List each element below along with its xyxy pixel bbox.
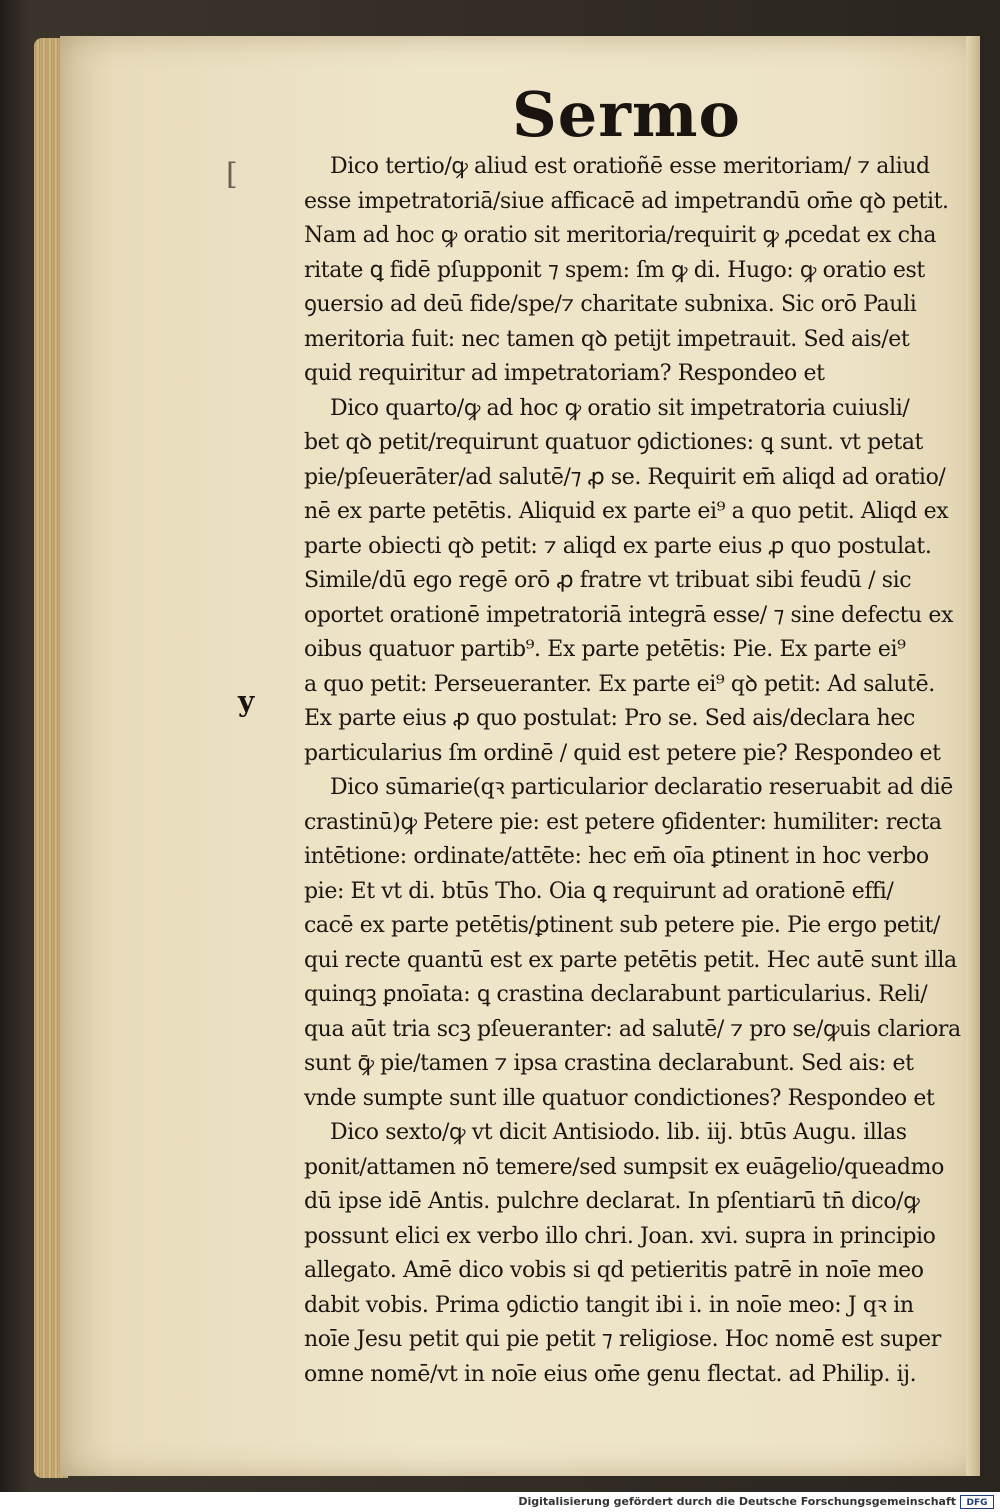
footer-bar <box>0 1492 1000 1512</box>
text-line: pie/pſeuerāter/ad salutē/⁊ ꝓ se. Requirit em̄ aliqd ad oratio/ <box>304 464 946 490</box>
text-line: ritate ꝗ fidē pſupponit ⁊ spem: ſm ꝙ di. Hugo: ꝙ oratio est <box>304 257 925 283</box>
text-line: allegato. Amē dico vobis si qd petieritis patrē in noīe meo <box>304 1258 924 1283</box>
text-line: parte obiecti qꝺ petit: ⁊ aliqd ex parte eius ꝓ quo postulat. <box>304 533 932 559</box>
footer-credit: Digitalisierung gefördert durch die Deutsche Forschungsgemeinschaft <box>518 1495 956 1508</box>
text-line: omne nomē/vt in noīe eius om̄e genu flectat. ad Philip. ij. <box>304 1361 917 1387</box>
text-line: dū ipse idē Antis. pulchre declarat. In pſentiarū tn̄ dico/ꝙ <box>304 1189 920 1214</box>
text-line: sunt ꝙ̄ pie/tamen ⁊ ipsa crastina declarabunt. Sed ais: et <box>304 1051 914 1076</box>
text-line: crastinū)ꝙ Petere pie: est petere ꝯfidenter: humiliter: recta <box>304 809 942 835</box>
text-line: Simile/dū ego regē orō ꝓ fratre vt tribuat sibi feudū / sic <box>304 568 912 593</box>
text-line: particularius ſm ordinē / quid est petere pie? Respondeo et <box>304 740 941 766</box>
text-line: dabit vobis. Prima ꝯdictio tangit ibi i. in noīe meo: J qꝛ in <box>304 1292 914 1318</box>
text-line: ꝯuersio ad deū fide/spe/⁊ charitate subnixa. Sic orō Pauli <box>304 292 917 317</box>
margin-note: y <box>238 685 255 718</box>
text-line: Ex parte eius ꝓ quo postulat: Pro se. Sed ais/declara hec <box>304 706 915 731</box>
text-line: esse impetratoriā/siue afficacē ad impetrandū om̄e qꝺ petit. <box>304 188 949 214</box>
text-line: pie: Et vt di. btūs Tho. Oia ꝗ requirunt ad orationē effi/ <box>304 878 894 904</box>
text-line: Dico tertio/ꝙ aliud est oratioñē esse meritoriam/ ⁊ aliud <box>330 154 930 179</box>
text-line: possunt elici ex verbo illo chri. Joan. xvi. supra in principio <box>304 1223 936 1249</box>
text-line: oibus quatuor partib⁹. Ex parte petētis: Pie. Ex parte ei⁹ <box>304 637 906 662</box>
text-line: qui recte quantū est ex parte petētis petit. Hec autē sunt illa <box>304 947 957 973</box>
text-line: quinqꝫ ꝑnoīata: ꝗ crastina declarabunt particularius. Reli/ <box>304 982 928 1007</box>
text-line: vnde sumpte sunt ille quatuor condictiones? Respondeo et <box>304 1085 935 1111</box>
text-line: cacē ex parte petētis/ꝑtinent sub petere pie. Pie ergo petit/ <box>304 913 941 938</box>
text-line: nē ex parte petētis. Aliquid ex parte ei⁹ a quo petit. Aliqd ex <box>304 499 949 524</box>
text-line: a quo petit: Perseueranter. Ex parte ei⁹ qꝺ petit: Ad salutē. <box>304 671 935 697</box>
text-line: Dico sexto/ꝙ vt dicit Antisiodo. lib. iij. btūs Augu. illas <box>330 1120 907 1145</box>
running-head: Sermo <box>512 78 741 151</box>
text-line: qua aūt tria scꝫ pſeueranter: ad salutē/ ⁊ pro se/ꝙuis clariora <box>304 1016 961 1042</box>
text-block <box>304 150 974 1392</box>
text-line: oportet orationē impetratoriā integrā esse/ ⁊ sine defectu ex <box>304 602 954 628</box>
text-line: quid requiritur ad impetratoriam? Respondeo et <box>304 361 825 386</box>
text-line: bet qꝺ petit/requirunt quatuor ꝯdictiones: ꝗ sunt. vt petat <box>304 430 923 455</box>
text-line: ponit/attamen nō temere/sed sumpsit ex euāgelio/queadmo <box>304 1154 944 1180</box>
margin-bracket-mark: [ <box>226 157 238 192</box>
text-line: Dico sūmarie(qꝛ particularior declaratio reseruabit ad diē <box>330 775 953 800</box>
text-line: Nam ad hoc ꝙ oratio sit meritoria/requirit ꝙ ꝓcedat ex cha <box>304 223 937 248</box>
text-line: Dico quarto/ꝙ ad hoc ꝙ oratio sit impetratoria cuiusli/ <box>330 395 910 421</box>
text-line: intētione: ordinate/attēte: hec em̄ oīa ꝑtinent in hoc verbo <box>304 844 929 869</box>
dfg-logo: DFG <box>960 1495 994 1509</box>
text-line: meritoria fuit: nec tamen qꝺ petijt impetrauit. Sed ais/et <box>304 326 910 352</box>
text-line: noīe Jesu petit qui pie petit ⁊ religiose. Hoc nomē est super <box>304 1327 941 1352</box>
